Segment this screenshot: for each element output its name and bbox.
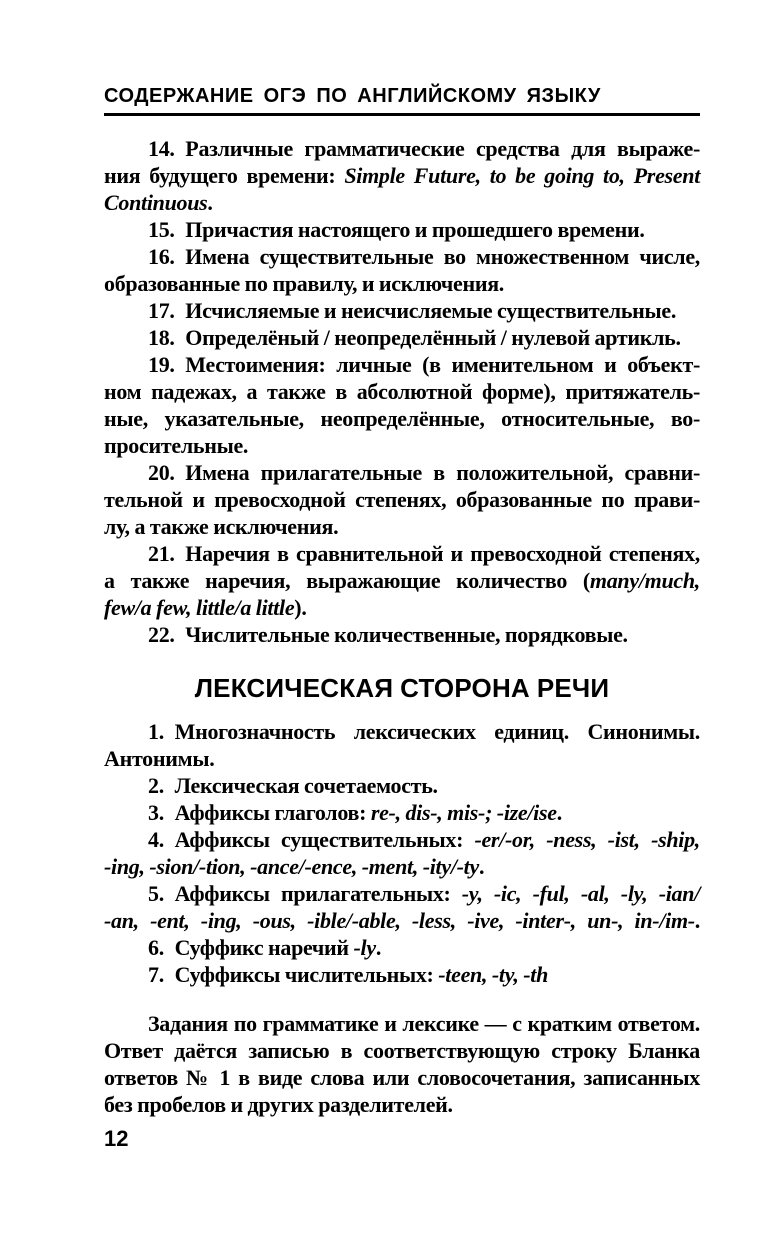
text-line: 4. Аффиксы существительных: -er/-or, -ness, -ist, -ship, — [148, 827, 700, 852]
text-line: 16. Имена существительные во множественном числе, — [148, 244, 700, 269]
paragraph — [104, 324, 700, 351]
text-line: без пробелов и других разделителей. — [104, 1092, 453, 1117]
text-line: образованные по правилу, и исключения. — [104, 271, 504, 296]
text-line: лу, а также исключения. — [104, 514, 339, 539]
text-line: ном падежах, а также в абсолютной форме), притяжатель- — [104, 379, 700, 404]
paragraph — [104, 718, 700, 772]
paragraph — [104, 243, 700, 297]
paragraph — [104, 297, 700, 324]
paragraph — [104, 880, 700, 934]
text-line: ответов № 1 в виде слова или словосочетания, записанных — [104, 1065, 700, 1090]
text-line: 19. Местоимения: личные (в именительном и объект- — [148, 352, 700, 377]
paragraph — [104, 459, 700, 540]
text-line: 3. Аффиксы глаголов: re-, dis-, mis-; -ize/ise. — [148, 800, 562, 825]
text-line: а также наречия, выражающие количество (many/much, — [104, 568, 700, 593]
text-line: ния будущего времени: Simple Future, to be going to, Present — [104, 163, 701, 188]
text-line: 21. Наречия в сравнительной и превосходной степенях, — [148, 541, 700, 566]
paragraph — [104, 1010, 700, 1118]
text-line: Ответ даётся записью в соответствующую строку Бланка — [104, 1038, 700, 1063]
text-line: -ing, -sion/-tion, -ance/-ence, -ment, -ity/-ty. — [104, 854, 485, 879]
section-heading: ЛЕКСИЧЕСКАЯ СТОРОНА РЕЧИ — [194, 673, 610, 703]
text-line: Continuous. — [104, 190, 213, 215]
paragraph — [104, 772, 700, 799]
page-column — [104, 84, 700, 1118]
text-line: ные, указательные, неопределённые, относительные, во- — [104, 406, 700, 431]
text-line: 2. Лексическая сочетаемость. — [148, 773, 438, 798]
paragraph — [104, 216, 700, 243]
paragraph — [104, 826, 700, 880]
paragraph — [104, 135, 700, 216]
page-body — [104, 135, 700, 1118]
closing-paragraph — [104, 1010, 700, 1118]
text-line: тельной и превосходной степенях, образованные по прави- — [104, 487, 700, 512]
paragraph — [104, 351, 700, 459]
paragraph — [104, 799, 700, 826]
running-header: СОДЕРЖАНИЕ ОГЭ ПО АНГЛИЙСКОМУ ЯЗЫКУ — [104, 85, 601, 107]
paragraph — [104, 961, 700, 988]
text-line: 20. Имена прилагательные в положительной, сравни- — [148, 460, 700, 485]
text-line: 6. Суффикс наречий -ly. — [148, 935, 382, 960]
paragraph — [104, 621, 700, 648]
text-line: просительные. — [104, 433, 249, 458]
lexical-section — [104, 718, 700, 988]
header-rule-divider — [104, 113, 700, 116]
text-line: 22. Числительные количественные, порядковые. — [148, 622, 628, 647]
text-line: 15. Причастия настоящего и прошедшего времени. — [148, 217, 645, 242]
grammar-section — [104, 135, 700, 648]
text-line: Антонимы. — [104, 746, 215, 771]
text-line: 1. Многозначность лексических единиц. Синонимы. — [148, 719, 700, 744]
text-line: few/a few, little/a little). — [104, 595, 307, 620]
text-line: 17. Исчисляемые и неисчисляемые существительные. — [148, 298, 677, 323]
text-line: 14. Различные грамматические средства для выраже- — [148, 136, 700, 161]
page-number: 12 — [104, 1126, 129, 1151]
text-line: 18. Определёный / неопределённый / нулевой артикль. — [148, 325, 681, 350]
text-line: -an, -ent, -ing, -ous, -ible/-able, -less, -ive, -inter-, un-, in-/im-. — [104, 908, 700, 933]
paragraph — [104, 934, 700, 961]
text-line: 7. Суффиксы числительных: -teen, -ty, -th — [148, 962, 549, 987]
text-line: Задания по грамматике и лексике — с кратким ответом. — [148, 1011, 700, 1036]
text-line: 5. Аффиксы прилагательных: -y, -ic, -ful, -al, -ly, -ian/ — [148, 881, 701, 906]
paragraph — [104, 540, 700, 621]
